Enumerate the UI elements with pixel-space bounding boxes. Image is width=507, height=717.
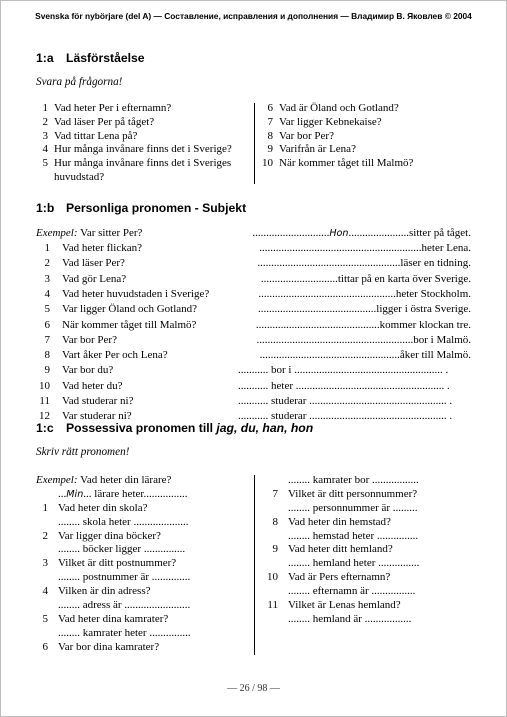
answer-line — [36, 516, 246, 530]
row-number: 9 — [44, 364, 50, 377]
answer-blank: ........ kamrater bor ................. — [288, 474, 419, 486]
section-1c-left-column — [36, 474, 246, 655]
answer-line — [36, 571, 246, 585]
answer-blank: .........................................................bor i Malmö. — [256, 333, 471, 346]
section-1a-heading — [36, 51, 145, 65]
section-1b-heading — [36, 201, 246, 215]
question-text: Vad är Pers efternamn? — [288, 571, 391, 584]
question-text: Var ligger Kebnekaise? — [279, 115, 382, 128]
question-item — [36, 102, 251, 116]
question-item — [261, 130, 461, 144]
section-1c-instruction: Skriv rätt pronomen! — [36, 446, 130, 458]
answer-blank: ........ hemstad heter ............... — [288, 529, 419, 542]
section-1a-right-questions — [261, 102, 461, 171]
exercise-row — [36, 287, 471, 302]
exercise-row — [36, 318, 471, 333]
question-item — [261, 102, 461, 116]
question-number: 1 — [42, 501, 48, 514]
blank-dots: ... — [58, 487, 67, 500]
page-header: Svenska för nybörjare (del A) — Составление, исправления и дополнения — Владимир В. Яковлев © 2004 — [35, 11, 472, 21]
section-1c-heading — [36, 421, 313, 435]
question-text: När kommer tåget till Malmö? — [279, 157, 414, 170]
answer-blank: ........ personnummer är ......... — [288, 501, 418, 514]
continuation-answer-line — [266, 474, 476, 488]
question-text: Hur många invånare finns det i Sveriges — [54, 157, 232, 170]
row-number: 10 — [39, 379, 50, 392]
question-text: Var bor dina kamrater? — [58, 640, 160, 653]
question-text: Var ligger dina böcker? — [58, 529, 161, 542]
question-item — [36, 143, 251, 157]
question-number: 5 — [42, 157, 48, 170]
exercise-row — [36, 394, 471, 409]
row-question: Var bor du? — [62, 364, 114, 377]
answer-line — [36, 627, 246, 641]
example-question — [36, 474, 171, 488]
answer-line — [36, 599, 246, 613]
row-question: Var bor Per? — [62, 333, 117, 346]
exercise-row — [36, 333, 471, 348]
question-number: 4 — [42, 585, 48, 598]
row-question: Vad heter flickan? — [62, 242, 143, 254]
question-text: Vad heter ditt hemland? — [288, 543, 393, 556]
question-line — [266, 571, 476, 585]
answer-blank: ........ skola heter .................... — [58, 515, 189, 528]
question-item — [261, 157, 461, 171]
example-question — [36, 226, 142, 241]
row-number: 5 — [44, 303, 50, 316]
row-question: När kommer tåget till Malmö? — [62, 318, 197, 331]
question-number: 7 — [267, 115, 273, 128]
question-number: 10 — [267, 571, 278, 584]
answer-line — [266, 613, 476, 627]
example-answer — [238, 226, 471, 241]
section-number: 1:c — [36, 421, 54, 435]
answer-line — [36, 543, 246, 557]
example-label: Exempel: — [36, 474, 78, 486]
answer-blank: ...................................................åker till Malmö. — [259, 349, 471, 362]
answer-blank: ........... heter ...................................................... . — [238, 379, 450, 392]
example-question-text: Vad heter din lärare? — [80, 474, 172, 486]
row-number: 12 — [39, 410, 50, 423]
section-1a-instruction: Svara på frågorna! — [36, 76, 123, 88]
exercise-row — [36, 348, 471, 363]
row-number: 2 — [44, 257, 50, 270]
question-item — [261, 143, 461, 157]
question-number: 8 — [272, 515, 278, 528]
answer-blank: ..................................................heter Stockholm. — [258, 287, 471, 300]
blank-dots: ............................ — [252, 227, 330, 239]
answer-blank: ........ postnummer är .............. — [58, 571, 191, 584]
blank-dots: ... — [83, 487, 92, 500]
question-text: Vilket är Lenas hemland? — [288, 599, 401, 612]
question-text: Vad är Öland och Gotland? — [279, 102, 399, 114]
row-question: Vad gör Lena? — [62, 272, 127, 285]
answer-blank: ...........................................................heter Lena. — [259, 242, 471, 254]
question-line — [36, 641, 246, 655]
answer-blank: ............................tittar på en karta över Sverige. — [260, 272, 471, 285]
example-answer — [58, 488, 187, 502]
example-row — [36, 226, 471, 241]
row-question: Vad heter du? — [62, 379, 123, 392]
answer-blank: ........ hemland heter ............... — [288, 557, 420, 570]
question-text: Vad heter din hemstad? — [288, 515, 391, 528]
question-item — [36, 157, 251, 185]
answer-blank: ........... studerar .................................................. . — [238, 410, 453, 423]
row-question: Vad studerar ni? — [62, 395, 134, 407]
answer-line — [266, 530, 476, 544]
row-question: Vad läser Per? — [62, 257, 125, 270]
answer-blank: ........ kamrater heter ............... — [58, 626, 191, 639]
row-number: 11 — [39, 395, 50, 407]
question-line — [36, 557, 246, 571]
question-text: Var bor Per? — [279, 129, 334, 142]
row-question: Vart åker Per och Lena? — [62, 349, 168, 362]
section-title: Personliga pronomen - Subjekt — [66, 201, 247, 215]
question-number: 3 — [42, 557, 48, 570]
question-text: Vad tittar Lena på? — [54, 129, 138, 142]
question-text: Varifrån är Lena? — [279, 143, 356, 156]
section-title-italic: jag, du, han, hon — [216, 421, 314, 435]
question-line — [36, 530, 246, 544]
section-1a-left-questions — [36, 102, 251, 185]
exercise-row — [36, 363, 471, 378]
question-number: 9 — [272, 543, 278, 556]
row-question: Var ligger Öland och Gotland? — [62, 303, 198, 316]
question-line — [266, 488, 476, 502]
page-number: — 26 / 98 — — [227, 683, 280, 694]
exercise-row — [36, 379, 471, 394]
question-number: 10 — [262, 157, 273, 170]
question-line — [36, 585, 246, 599]
column-divider — [254, 103, 255, 184]
section-title: Läsförståelse — [66, 51, 145, 65]
row-number: 6 — [44, 318, 50, 331]
answer-line — [266, 557, 476, 571]
example-label: Exempel: — [36, 227, 78, 239]
answer-blank: ........ efternamn är ................ — [288, 585, 416, 598]
answer-blank: ........ adress är ........................ — [58, 599, 191, 612]
question-number: 8 — [267, 129, 273, 142]
example-line — [36, 474, 246, 488]
question-number: 3 — [42, 129, 48, 142]
answer-blank: ...........................................ligger i östra Sverige. — [258, 303, 471, 316]
answer-line — [266, 585, 476, 599]
question-number: 7 — [272, 487, 278, 500]
question-text: Vilket är ditt postnummer? — [58, 557, 177, 570]
answer-blank: ........ böcker ligger ............... — [58, 543, 186, 556]
row-number: 1 — [44, 242, 50, 254]
question-line — [266, 599, 476, 613]
question-line — [36, 613, 246, 627]
section-number: 1:a — [36, 51, 54, 65]
example-answer-line — [36, 488, 246, 502]
blank-dots: ...................... — [348, 227, 409, 239]
question-item — [36, 116, 251, 130]
row-number: 8 — [44, 349, 50, 362]
handwritten-answer: Hon — [329, 228, 349, 239]
exercise-row — [36, 302, 471, 317]
answer-blank: ....................................................läser en tidning. — [257, 257, 471, 270]
exercise-row — [36, 272, 471, 287]
example-answer-text: lärare heter................ — [94, 487, 188, 500]
answer-blank: ........... studerar .................................................. . — [238, 395, 453, 407]
question-number: 2 — [42, 115, 48, 128]
example-answer-text: sitter på tåget. — [408, 227, 471, 239]
answer-blank: .............................................kommer klockan tre. — [255, 318, 471, 331]
question-text-continued: huvudstad? — [54, 170, 105, 183]
column-divider — [254, 475, 255, 655]
row-number: 3 — [44, 272, 50, 285]
question-text: Vad läser Per på tåget? — [54, 115, 155, 128]
section-1c-right-column — [266, 474, 476, 627]
section-number: 1:b — [36, 201, 55, 215]
exercise-row — [36, 241, 471, 256]
answer-line — [266, 502, 476, 516]
question-line — [266, 516, 476, 530]
row-number: 7 — [44, 333, 50, 346]
question-text: Vad heter dina kamrater? — [58, 612, 169, 625]
question-number: 2 — [42, 529, 48, 542]
question-text: Vad heter Per i efternamn? — [54, 102, 172, 114]
question-line — [36, 502, 246, 516]
question-text: Vilken är din adress? — [58, 585, 151, 598]
example-question-text: Var sitter Per? — [80, 227, 143, 239]
question-text: Hur många invånare finns det i Sverige? — [54, 143, 232, 156]
question-number: 6 — [267, 102, 273, 114]
exercise-row — [36, 256, 471, 271]
question-number: 5 — [42, 612, 48, 625]
question-number: 9 — [267, 143, 273, 156]
answer-blank: ........ hemland är ................. — [288, 612, 412, 625]
question-number: 1 — [42, 102, 48, 114]
row-question: Vad heter huvudstaden i Sverige? — [62, 287, 210, 300]
answer-blank: ........... bor i ...................................................... . — [238, 364, 449, 377]
question-item — [261, 116, 461, 130]
question-text: Vad heter din skola? — [58, 501, 148, 514]
question-item — [36, 130, 251, 144]
row-number: 4 — [44, 287, 50, 300]
question-line — [266, 543, 476, 557]
question-number: 11 — [267, 599, 278, 612]
question-number: 6 — [42, 640, 48, 653]
question-text: Vilket är ditt personnummer? — [288, 487, 418, 500]
question-number: 4 — [42, 143, 48, 156]
handwritten-answer: Min — [66, 488, 84, 500]
section-title-prefix: Possessiva pronomen till — [66, 421, 213, 435]
row-question: Var studerar ni? — [62, 410, 132, 423]
